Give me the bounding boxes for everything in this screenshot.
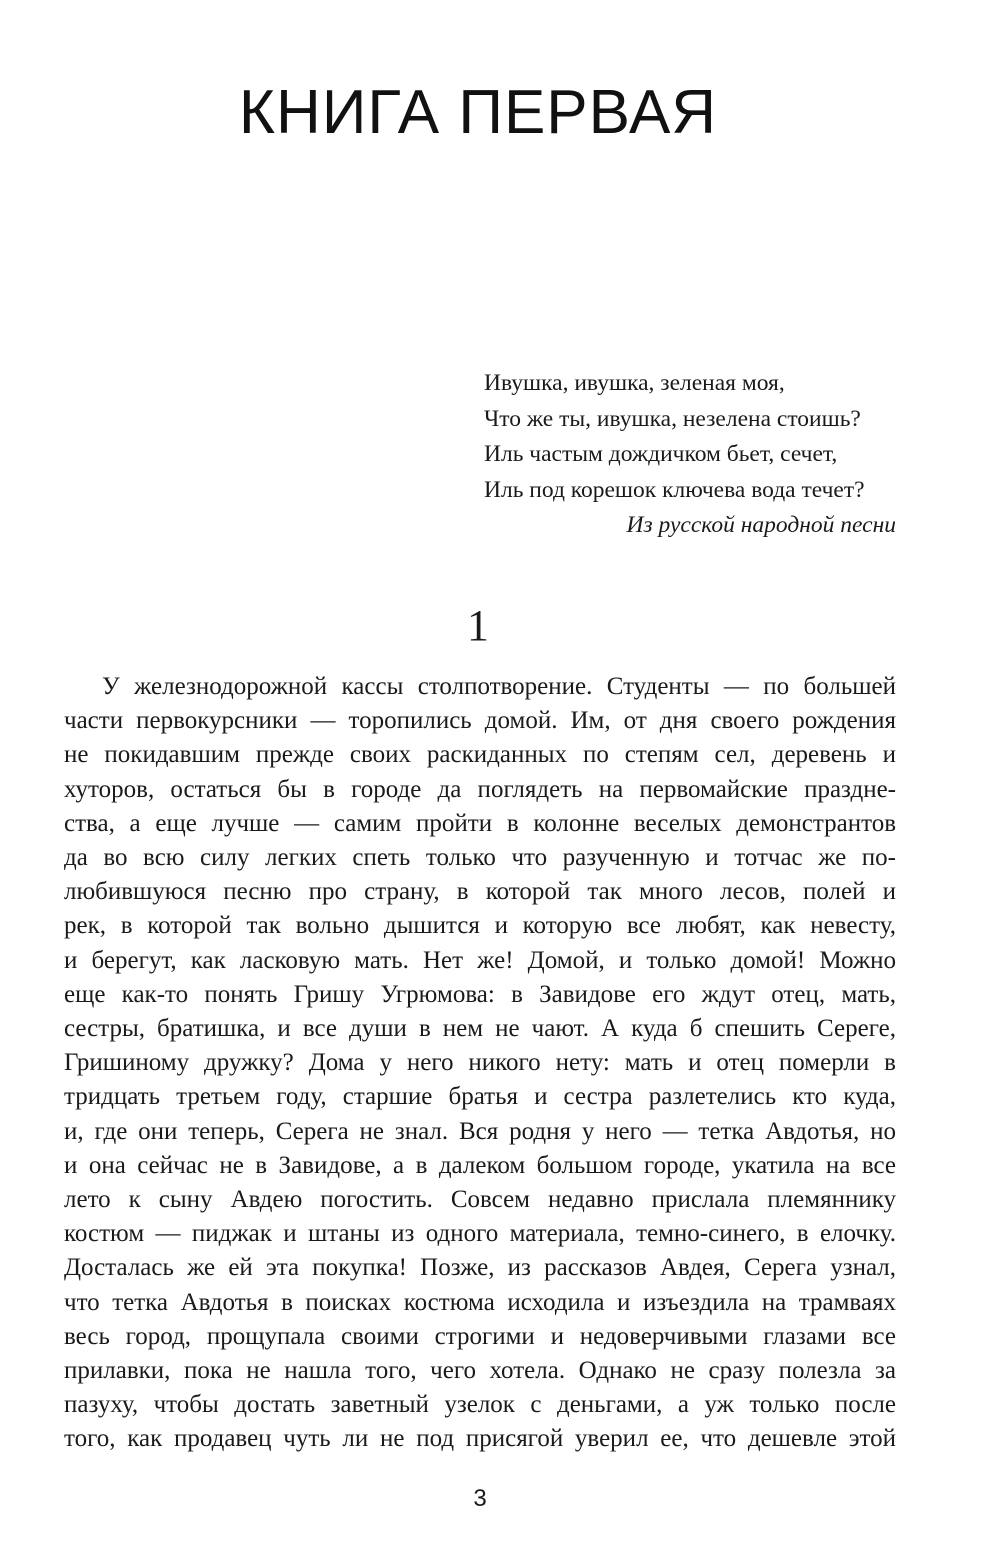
text-line: хуторов, остаться бы в городе да поглядеть на первомайские праздне- [64, 775, 896, 803]
text-line: прилавки, пока не нашла того, чего хотела. Однако не сразу полезла за [64, 1357, 896, 1385]
epigraph-line: Что же ты, ивушка, незелена стоишь? [484, 405, 861, 432]
book-title: КНИГА ПЕРВАЯ [238, 78, 718, 147]
text-line: части первокурсники — торопились домой. Им, от дня своего рождения [64, 707, 896, 735]
text-line: и, где они теперь, Серега не знал. Вся родня у него — тетка Авдотья, но [64, 1117, 896, 1145]
text-line: того, как продавец чуть ли не под присягой уверил ее, что дешевле этой [64, 1425, 896, 1453]
text-line: не покидавшим прежде своих раскиданных по степям сел, деревень и [64, 741, 896, 769]
text-line: и берегут, как ласковую мать. Нет же! Домой, и только домой! Можно [64, 946, 896, 974]
text-line: пазуху, чтобы достать заветный узелок с деньгами, а уж только после [64, 1391, 896, 1419]
text-line: У железнодорожной кассы столпотворение. Студенты — по большей [102, 673, 896, 700]
text-line: костюм — пиджак и штаны из одного материала, темно-синего, в елочку. [64, 1220, 896, 1248]
text-line: и она сейчас не в Завидове, а в далеком большом городе, укатила на все [64, 1151, 896, 1179]
text-line: любившуюся песню про страну, в которой так много лесов, полей и [64, 878, 896, 906]
epigraph [484, 366, 904, 544]
text-line: что тетка Авдотья в поисках костюма исходила и изъездила на трамваях [64, 1288, 896, 1316]
text-line: ства, а еще лучше — самим пройти в колонне веселых демонстрантов [64, 809, 896, 837]
epigraph-source: Из русской народной песни [626, 512, 896, 539]
text-line: Гришиному дружку? Дома у него никого нету: мать и отец померли в [64, 1049, 896, 1077]
text-line: рек, в которой так вольно дышится и которую все любят, как невесту, [64, 912, 896, 940]
epigraph-line: Иль частым дождичком бьет, сечет, [484, 441, 838, 468]
chapter-number: 1 [467, 601, 489, 650]
epigraph-line: Ивушка, ивушка, зеленая моя, [484, 370, 785, 396]
text-line: сестры, братишка, и все души в нем не чают. А куда б спешить Сереге, [64, 1015, 896, 1043]
text-line: весь город, прощупала своими строгими и недоверчивыми глазами все [64, 1322, 896, 1350]
page-number: 3 [473, 1485, 487, 1512]
epigraph-line: Иль под корешок ключева вода течет? [484, 476, 865, 503]
text-line: да во всю силу легких спеть только что разученную и тотчас же по- [64, 844, 896, 872]
text-line: еще как-то понять Гришу Угрюмова: в Завидове его ждут отец, мать, [64, 980, 896, 1008]
text-line: лето к сыну Авдею погостить. Совсем недавно прислала племяннику [64, 1186, 896, 1214]
text-line: тридцать третьем году, старшие братья и сестра разлетелись кто куда, [64, 1083, 896, 1111]
body-text [64, 670, 896, 1457]
text-line: Досталась же ей эта покупка! Позже, из рассказов Авдея, Серега узнал, [64, 1254, 896, 1282]
